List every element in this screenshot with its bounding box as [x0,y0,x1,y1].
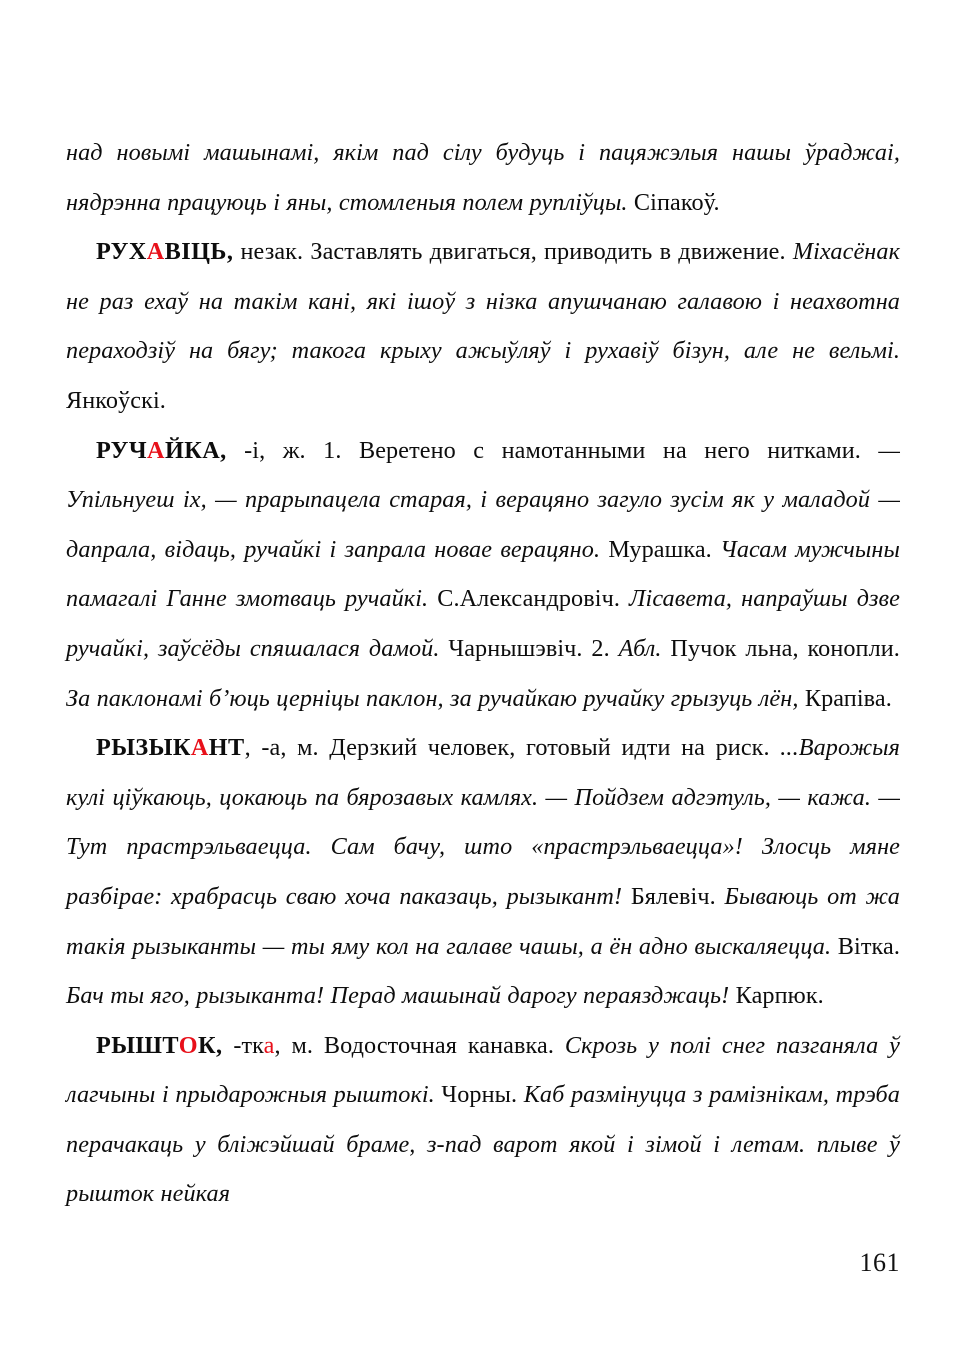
dictionary-page-body [66,128,900,1219]
headword-ruhavic [96,238,233,265]
citation-quote: Скрозь у полі снег пазганяла ў лагчыны і прыдарожныя рыштокі. [66,1031,900,1109]
grammar-part-before: -тк [233,1031,264,1059]
russian-gloss: Пучок льна, конопли. [670,634,900,662]
grammar-part-after: , м. [274,1031,314,1059]
headword-ryzykant [96,734,245,761]
citation-author: Мурашка. [608,535,712,563]
grammar-label: -і, ж. [244,436,306,464]
russian-gloss: Заставлять двигаться, приводить в движение. [310,238,786,266]
headword-comma: , [226,238,234,266]
grammar-label [233,1032,313,1059]
carryover-paragraph [66,128,900,227]
sense-number: 2. [591,634,610,662]
headword-part-after: НТ [208,734,245,762]
stressed-vowel: А [190,734,209,762]
headword-ryshtok [96,1032,222,1059]
citation-quote: Бываюць от жа такія рызыканты — ты яму кол на галаве чашы, а ён адно выскаляецца. [66,882,900,960]
citation-quote: Міхасёнак не раз ехаў на такім кані, які ішоў з нізка апушчанаю галавою і неахвотна пераходзіў на бягу; такога крыху ажыўляў і рухавіў бізун, але не вельмі. [66,238,900,365]
citation-author: Янкоўскі. [66,386,166,414]
headword-comma: , [220,436,227,464]
russian-gloss: Водосточная канавка. [323,1031,555,1059]
grammar-stressed-vowel: а [263,1031,275,1059]
citation-author: Карпюк. [735,982,824,1010]
headword-comma: , [244,734,251,762]
usage-label: Абл. [618,634,662,662]
headword-part-after: ВІЦЬ [164,238,227,266]
grammar-label: незак. [240,238,304,266]
russian-gloss: Веретено с намотанными на него нитками. [358,436,861,464]
citation-quote: — Упільнуеш іх, — прарыпацела старая, і верацяно загуло зусім як у маладой — дапрала, відаць, ручайкі і запрала новае верацяно. [66,436,901,563]
headword-part-after: ЙКА [164,436,221,464]
headword-part-after: К [197,1031,216,1059]
citation-quote: ...Варожыя кулі ціўкаюць, цокаюць па бярозавых камлях. — Пойдзем адгэтуль, — кажа. — Тут прастрэльваецца. Сам бачу, што «прастрэльваецца»! Злосць мяне разбірае: храбрасць сваю хоча паказаць, рызыкант! [66,734,900,910]
citation-author: Крапіва. [804,684,892,712]
dictionary-entry-ruhavic [66,227,900,425]
citation-author: Чорны. [441,1081,518,1109]
citation-quote: Каб размінуцца з рамізнікам, трэба перачакаць у бліжэйшай браме, з-пад варот якой і зімой і летам. [66,1081,900,1158]
citation-author: С.Александровіч. [437,585,620,613]
carryover-quote: над новымі машынамі, якім пад сілу будуць і пацяжэлыя нашы ўраджаі, нядрэнна працуюць і яны, стомленыя полем рупліўцы. [66,139,900,216]
headword-ruchajka [96,437,227,464]
citation-quote: Бач ты яго, рызыканта! Перад машынай дарогу пераязджаць! [66,982,730,1010]
citation-quote: Лісавета, напраўшы дзве ручайкі, заўсёды спяшалася дамой. [66,585,900,662]
citation-quote: За паклонамі б’юць церніцы паклон, за ручайкаю ручайку грызуць лён, [66,684,799,712]
dictionary-entry-ruchajka [66,426,900,724]
dictionary-entry-ryshtok [66,1021,900,1219]
headword-part-before: РУЧ [96,436,148,464]
sense-number: 1. [323,436,342,464]
headword-comma: , [215,1031,223,1059]
russian-gloss: Дерзкий человек, готовый идти на риск. [329,734,770,762]
dictionary-entry-ryzykant [66,723,900,1021]
headword-part-before: РЫШТ [96,1031,179,1059]
page-number: 161 [859,1248,900,1277]
citation-quote-continued: плыве ў рышток нейкая [66,1130,900,1208]
citation-quote: Часам мужчыны памагалі Ганне змотваць ручайкі. [66,535,900,613]
stressed-vowel: А [147,436,165,464]
stressed-vowel: А [146,238,165,266]
headword-part-before: РУХ [96,238,147,266]
citation-author: Бялевіч. [630,882,716,910]
citation-author: Чарнышэвіч. [448,634,583,662]
carryover-author: Сіпакоў. [627,188,720,216]
headword-part-before: РЫЗЫК [96,734,191,762]
stressed-vowel: О [178,1031,198,1059]
citation-author: Вітка. [837,932,900,960]
grammar-label: -а, м. [261,734,319,762]
